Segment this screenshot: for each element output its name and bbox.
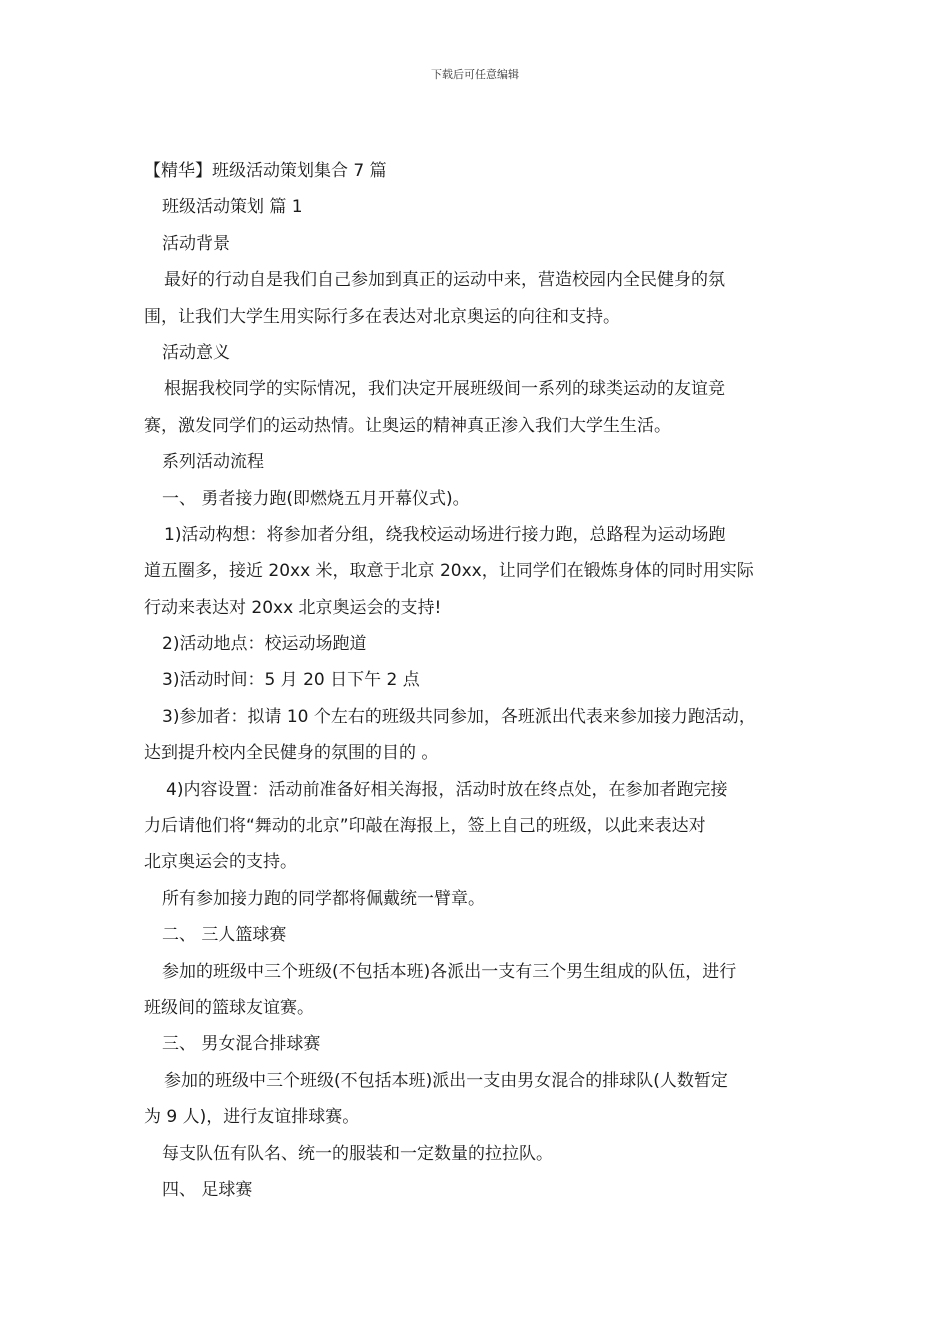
paragraph-line: 2)活动地点：校运动场跑道: [162, 634, 367, 655]
paragraph-line: 力后请他们将“舞动的北京”印敲在海报上，签上自己的班级，以此来表达对: [144, 816, 706, 837]
paragraph-line: 达到提升校内全民健身的氛围的目的 。: [144, 743, 439, 764]
paragraph-line: 一、 勇者接力跑(即燃烧五月开幕仪式)。: [162, 488, 470, 509]
paragraph-line: 三、 男女混合排球赛: [162, 1034, 321, 1055]
paragraph-line: 根据我校同学的实际情况，我们决定开展班级间一系列的球类运动的友谊竞: [164, 379, 725, 400]
document-body: [144, 153, 824, 1208]
paragraph-line: 每支队伍有队名、统一的服装和一定数量的拉拉队。: [162, 1143, 553, 1164]
paragraph-line: 4)内容设置：活动前准备好相关海报，活动时放在终点处，在参加者跑完接: [166, 779, 728, 800]
paragraph-line: 活动背景: [162, 233, 230, 254]
document-title: 【精华】班级活动策划集合 7 篇: [144, 161, 387, 181]
paragraph-line: 围，让我们大学生用实际行多在表达对北京奥运的向往和支持。: [144, 306, 620, 327]
paragraph-line: 二、 三人篮球赛: [162, 925, 287, 946]
paragraph-line: 1)活动构想：将参加者分组，绕我校运动场进行接力跑，总路程为运动场跑: [164, 524, 726, 545]
paragraph-line: 道五圈多，接近 20xx 米，取意于北京 20xx，让同学们在锻炼身体的同时用实际: [144, 561, 754, 582]
paragraph-line: 参加的班级中三个班级(不包括本班)派出一支由男女混合的排球队(人数暂定: [164, 1070, 728, 1091]
paragraph-line: 班级间的篮球友谊赛。: [144, 997, 314, 1018]
paragraph-line: 参加的班级中三个班级(不包括本班)各派出一支有三个男生组成的队伍，进行: [162, 961, 737, 982]
paragraph-line: 为 9 人)，进行友谊排球赛。: [144, 1107, 360, 1128]
paragraph-line: 3)活动时间：5 月 20 日下午 2 点: [162, 670, 420, 691]
page-header: 下载后可任意编辑: [431, 68, 519, 81]
paragraph-line: 行动来表达对 20xx 北京奥运会的支持!: [144, 597, 442, 618]
paragraph-list: [144, 189, 824, 1208]
paragraph-line: 四、 足球赛: [162, 1179, 253, 1200]
paragraph-line: 班级活动策划 篇 1: [162, 197, 303, 218]
paragraph-line: 北京奥运会的支持。: [144, 852, 297, 873]
paragraph-line: 活动意义: [162, 342, 230, 363]
paragraph-line: 最好的行动自是我们自己参加到真正的运动中来，营造校园内全民健身的氛: [164, 270, 725, 291]
paragraph-line: 3)参加者：拟请 10 个左右的班级共同参加，各班派出代表来参加接力跑活动，: [162, 706, 756, 727]
paragraph-line: 系列活动流程: [162, 452, 264, 473]
paragraph-line: 所有参加接力跑的同学都将佩戴统一臂章。: [162, 888, 485, 909]
paragraph-line: 赛，激发同学们的运动热情。让奥运的精神真正渗入我们大学生生活。: [144, 415, 671, 436]
